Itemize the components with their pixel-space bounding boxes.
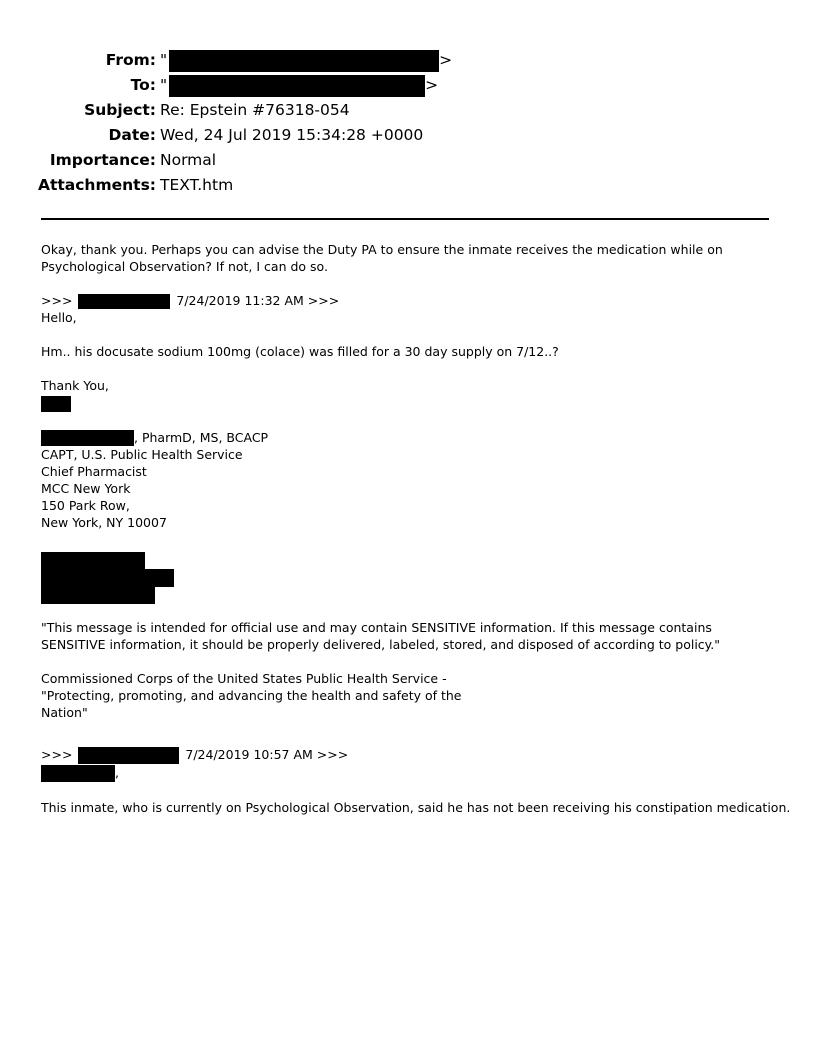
corps-line-3: Nation" (41, 705, 88, 720)
redaction-signer-first-name (41, 396, 71, 412)
from-value (160, 48, 452, 73)
thank-you-line: Thank You, (41, 378, 109, 393)
spacer (41, 326, 776, 343)
final-line: This inmate, who is currently on Psychological Observation, said he has not been receiving his constipation medication. (41, 800, 791, 815)
spacer (41, 738, 776, 746)
redaction-contact-1 (41, 552, 145, 570)
redaction-contact-2 (41, 569, 174, 587)
date-label: Date: (108, 126, 156, 144)
sig-line-4: 150 Park Row, (41, 498, 130, 513)
spacer (41, 653, 776, 670)
corps-line-1: Commissioned Corps of the United States Public Health Service - (41, 671, 447, 686)
spacer (41, 782, 776, 799)
quote1-header (41, 292, 776, 309)
redaction-from-address (169, 50, 439, 72)
quote2-timestamp: 7/24/2019 10:57 AM >>> (185, 747, 349, 762)
attachments-value: TEXT.htm (160, 176, 234, 194)
from-row (0, 48, 816, 73)
email-header (0, 48, 816, 198)
to-label: To: (130, 76, 156, 94)
importance-value: Normal (160, 151, 217, 169)
spacer (41, 721, 776, 738)
attachments-label: Attachments: (37, 176, 156, 194)
quote1-timestamp: 7/24/2019 11:32 AM >>> (176, 293, 340, 308)
sig-line-5: New York, NY 10007 (41, 515, 167, 530)
hello-line: Hello, (41, 310, 77, 325)
redaction-signer-full-name (41, 430, 134, 446)
to-value (160, 73, 438, 98)
spacer (41, 531, 776, 548)
quote2-prefix: >>> (41, 747, 73, 762)
date-row (0, 123, 816, 148)
redaction-quote2-sender (78, 747, 179, 764)
redaction-quote2-greeting (41, 765, 115, 782)
attachments-row (0, 173, 816, 198)
redaction-quote1-sender (78, 294, 170, 309)
importance-label: Importance: (49, 151, 156, 169)
email-body (41, 241, 791, 816)
spacer (41, 612, 776, 619)
subject-value: Re: Epstein #76318-054 (160, 101, 350, 119)
redaction-contact-block (41, 552, 776, 612)
reply-text: Okay, thank you. Perhaps you can advise the Duty PA to ensure the inmate receives the medication while on Psychological Observation? If not, I can do so. (41, 242, 723, 274)
to-close-bracket: > (425, 76, 439, 94)
sig-line-1: CAPT, U.S. Public Health Service (41, 447, 243, 462)
from-close-bracket: > (439, 51, 453, 69)
sig-credentials: , PharmD, MS, BCACP (134, 429, 269, 445)
from-open-quote: " (160, 51, 168, 69)
spacer (41, 275, 776, 292)
sig-line-2: Chief Pharmacist (41, 464, 147, 479)
spacer (41, 360, 776, 377)
to-row (0, 73, 816, 98)
importance-row (0, 148, 816, 173)
quote2-greeting (41, 764, 776, 782)
header-divider (41, 218, 769, 220)
to-open-quote: " (160, 76, 168, 94)
quote1-prefix: >>> (41, 293, 73, 308)
sig-name-line (41, 394, 776, 412)
docusate-line: Hm.. his docusate sodium 100mg (colace) was filled for a 30 day supply on 7/12..? (41, 344, 559, 359)
subject-label: Subject: (84, 101, 156, 119)
subject-row (0, 98, 816, 123)
sig-credentials-line (41, 429, 776, 447)
quote2-header (41, 746, 776, 764)
date-value: Wed, 24 Jul 2019 15:34:28 +0000 (160, 126, 424, 144)
corps-line-2: "Protecting, promoting, and advancing the health and safety of the (41, 688, 462, 703)
from-label: From: (105, 51, 156, 69)
spacer (41, 412, 776, 429)
sensitive-notice: "This message is intended for official use and may contain SENSITIVE information. If this message contains SENSITIVE information, it should be properly delivered, labeled, stored, and disposed of according to policy." (41, 620, 721, 652)
sig-line-3: MCC New York (41, 481, 131, 496)
quote2-comma: , (115, 765, 119, 780)
redaction-to-address (169, 75, 425, 97)
redaction-contact-3 (41, 586, 155, 604)
